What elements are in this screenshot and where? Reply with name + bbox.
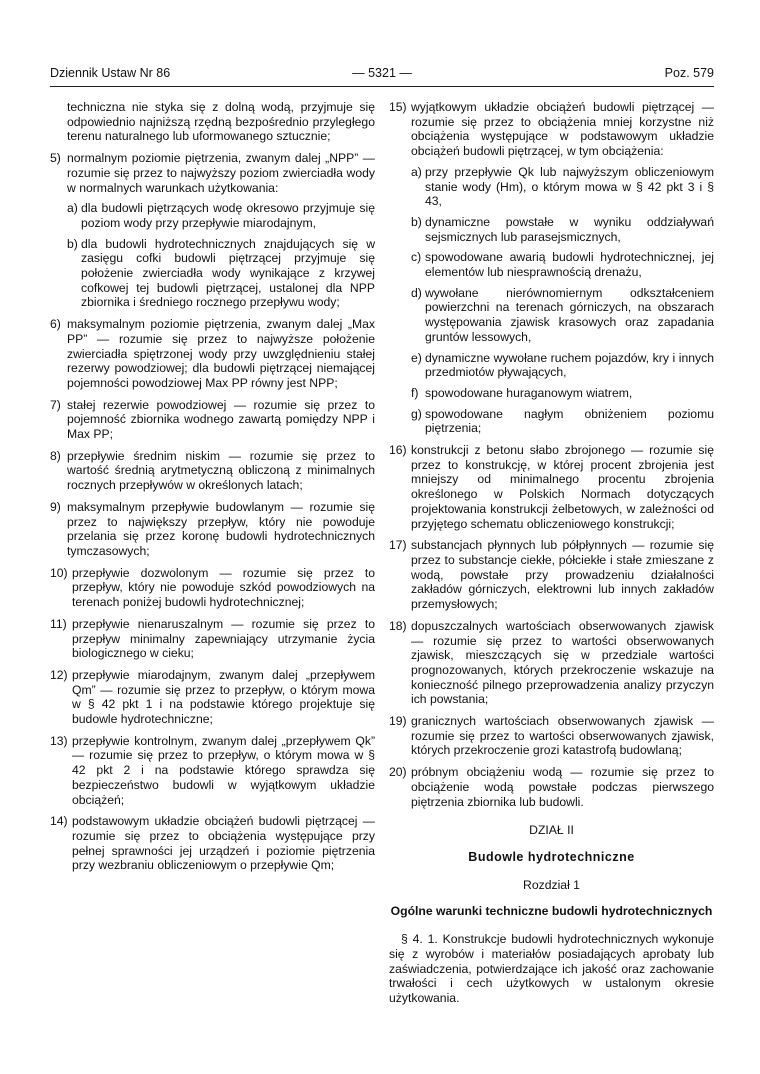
sub-item-letter: f) — [411, 385, 419, 400]
sub-item-text: wywołane nierównomiernym odkształceniem powierzchni na terenach górniczych, na obszarach występowania zjawisk krasowych oraz zapadania gruntów lessowych, — [425, 285, 714, 344]
item-text: normalnym poziomie piętrzenia, zwanym dalej „NPP” — rozumie się przez to najwyższy poziom zwierciadła wody w normalnych warunkach użytkowania: — [67, 151, 375, 195]
item-number: 16) — [389, 443, 407, 458]
sub-item-text: dynamiczne wywołane ruchem pojazdów, kry i innych przedmiotów pływających, — [425, 350, 714, 380]
sub-item-text: spowodowane nagłym obniżeniem poziomu piętrzenia; — [425, 406, 714, 436]
sub-item-text: przy przepływie Qk lub najwyższym obliczeniowym stanie wody (Hm), o którym mowa w § 42 pkt 3 i § 43, — [425, 164, 714, 209]
sub-item — [67, 201, 375, 230]
position-number: Poz. 579 — [664, 66, 714, 80]
item-number: 13) — [50, 733, 68, 748]
item-number: 15) — [389, 100, 407, 114]
sub-item-letter: b) — [411, 214, 422, 229]
sub-item — [411, 165, 714, 209]
sub-item-text: spowodowane awarią budowli hydrotechnicznej, jej elementów lub niesprawnością drenażu, — [425, 250, 714, 280]
item-number: 8) — [50, 448, 61, 463]
definition-item — [50, 500, 375, 559]
sub-item-text: dla budowli hydrotechnicznych znajdujących się w zasięgu cofki budowli piętrzącej przyjmuje się położenie zwierciadła wody wynikające z krzywej cofkowej tej budowli piętrzącej, ustalonej dla NPP zbiornika i średniego rocznego przepływu wody; — [81, 236, 375, 310]
definition-item — [50, 398, 375, 442]
item-text: substancjach płynnych lub półpłynnych — rozumie się przez to substancje ciekłe, półciekłe i stałe zmieszane z wodą, powstałe przy prowadzeniu działalności zakładów górniczych, elektrowni lub innych zakładów przemysłowych; — [411, 538, 714, 612]
item-text: granicznych wartościach obserwowanych zjawisk — rozumie się przez to wartości obserwowanych zjawisk, których przekroczenie grozi katastrofą budowlaną; — [411, 714, 714, 758]
sub-item-text: spowodowane huraganowym wiatrem, — [425, 385, 633, 400]
sub-item-letter: a) — [67, 201, 78, 216]
item-text: maksymalnym poziomie piętrzenia, zwanym dalej „Max PP” — rozumie się przez to najwyższe położenie zwierciadła spiętrzonej wody przy uwzględnieniu stałej rezerwy powodziowej; dla budowli piętrzącej niemającej pojemności powodziowej Max PP równy jest NPP; — [67, 317, 375, 390]
item-text: wyjątkowym układzie obciążeń budowli piętrzącej — rozumie się przez to obciążenia mniej korzystne niż obciążenia występujące w podstawowym układzie obciążeń budowli piętrzącej, w tym obciążenia: — [411, 100, 714, 159]
paragraph-4-1: § 4. 1. Konstrukcje budowli hydrotechnicznych wykonuje się z wyrobów i materiałów posiadających aprobaty lub zaświadczenia, potwierdzające ich jakość oraz zachowanie trwałości i cech użytkowych w ustalonym okresie użytkowania. — [389, 932, 714, 1006]
definition-item — [389, 443, 714, 531]
definition-item — [389, 714, 714, 758]
sub-item-letter: g) — [411, 406, 422, 421]
item-text: stałej rezerwie powodziowej — rozumie się przez to pojemność zbiornika wodnego zawartą pomiędzy NPP i Max PP; — [67, 397, 375, 442]
continuation-text: techniczna nie styka się z dolną wodą, przyjmuje się odpowiednio najniższą rzędną bezpośrednio przyległego terenu naturalnego lub uformowanego sztucznie; — [67, 100, 375, 144]
item-text: przepływie nienaruszalnym — rozumie się przez to przepływ minimalny zapewniający utrzymanie życia biologicznego w cieku; — [72, 616, 375, 661]
item-text: przepływie miarodajnym, zwanym dalej „przepływem Qm” — rozumie się przez to przepływ, o którym mowa w § 42 pkt 1 i na podstawie którego projektuje się budowle hydrotechniczne; — [72, 667, 375, 727]
sub-item — [411, 286, 714, 345]
item-text: konstrukcji z betonu słabo zbrojonego — rozumie się przez to konstrukcję, w której procent zbrojenia jest mniejszy od minimalnego procentu zbrojenia określonego w Polskich Normach dotyczących projektowania konstrukcji żelbetowych, w zależności od przyjętego schematu obliczeniowego konstrukcji; — [411, 443, 714, 531]
sub-item — [67, 237, 375, 311]
sub-item — [411, 215, 714, 244]
item-number: 9) — [50, 499, 61, 514]
page-header — [50, 66, 714, 84]
right-definition-list — [389, 100, 714, 809]
definition-item — [50, 668, 375, 727]
sub-item-letter: e) — [411, 350, 422, 365]
item-number: 19) — [389, 714, 407, 729]
sub-item-letter: c) — [411, 250, 422, 265]
item-text: przepływie kontrolnym, zwanym dalej „przepływem Qk” — rozumie się przez to przepływ, o którym mowa w § 42 pkt 2 i na podstawie którego sprawdza się bezpieczeństwo budowli w wyjątkowym układzie obciążeń; — [72, 733, 375, 807]
header-rule — [50, 86, 714, 87]
definition-item — [50, 317, 375, 391]
item-number: 7) — [50, 397, 61, 412]
definition-item — [389, 538, 714, 612]
section-title: Budowle hydrotechniczne — [468, 849, 635, 864]
division-heading: DZIAŁ II — [529, 823, 574, 838]
sub-item — [411, 407, 714, 436]
item-text: podstawowym układzie obciążeń budowli piętrzącej — rozumie się przez to obciążenia występujące przy pełnej sprawności jej urządzeń i poziomie piętrzenia przy wezbraniu obliczeniowym o przepływie Qm; — [72, 814, 375, 873]
item-text: przepływie średnim niskim — rozumie się przez to wartość średnią arytmetyczną obliczoną z minimalnych rocznych przepływów w określonych latach; — [67, 448, 375, 493]
right-column — [389, 100, 714, 1006]
page-number: — 5321 — — [352, 66, 412, 80]
sub-item-letter: d) — [411, 285, 422, 300]
sub-item-text: dynamiczne powstałe w wyniku oddziaływań sejsmicznych lub parasejsmicznych, — [425, 214, 714, 244]
item-text: dopuszczalnych wartościach obserwowanych zjawisk — rozumie się przez to wartości obserwowanych zjawisk, mieszczących się w przedziale wartości prognozowanych, których przekroczenie wskazuje na konieczność pilnego przeprowadzenia analizy przyczyn ich powstania; — [411, 618, 714, 707]
item-number: 20) — [389, 765, 407, 780]
journal-name: Dziennik Ustaw Nr 86 — [50, 66, 171, 80]
sub-item — [411, 351, 714, 380]
sub-item-text: dla budowli piętrzących wodę okresowo przyjmuje się poziom wody przy przepływie miarodajnym, — [81, 201, 375, 230]
definition-item — [50, 617, 375, 661]
definition-item — [50, 814, 375, 873]
sub-item — [411, 386, 714, 401]
item-number: 12) — [50, 667, 68, 682]
item-number: 5) — [50, 151, 61, 166]
chapter-heading: Rozdział 1 — [523, 877, 580, 892]
sub-item-letter: a) — [411, 164, 422, 179]
item-number: 14) — [50, 814, 68, 829]
item-text: maksymalnym przepływie budowlanym — rozumie się przez to największy przepływ, który nie powoduje przelania się przez koronę budowli hydrotechnicznych tymczasowych; — [67, 499, 375, 558]
definition-item — [389, 100, 714, 436]
definition-item — [50, 734, 375, 808]
left-definition-list — [50, 151, 375, 873]
definition-item — [50, 151, 375, 310]
item-number: 17) — [389, 538, 407, 553]
item-number: 11) — [50, 616, 67, 631]
sub-item — [411, 250, 714, 279]
sub-item-letter: b) — [67, 236, 78, 251]
item-text: próbnym obciążeniu wodą — rozumie się przez to obciążenie wodą powstałe podczas pierwszego piętrzenia zbiornika lub budowli. — [411, 765, 714, 809]
item-number: 10) — [50, 565, 68, 580]
item-number: 18) — [389, 618, 407, 633]
item-text: przepływie dozwolonym — rozumie się przez to przepływ, który nie powoduje szkód powodziowych na terenach poniżej budowli hydrotechnicznej; — [72, 565, 375, 610]
left-column — [50, 100, 375, 880]
chapter-title: Ogólne warunki techniczne budowli hydrotechnicznych — [390, 904, 713, 919]
item-number: 6) — [50, 317, 61, 332]
definition-item — [50, 566, 375, 610]
definition-item — [50, 449, 375, 493]
definition-item — [389, 619, 714, 707]
definition-item — [389, 765, 714, 809]
